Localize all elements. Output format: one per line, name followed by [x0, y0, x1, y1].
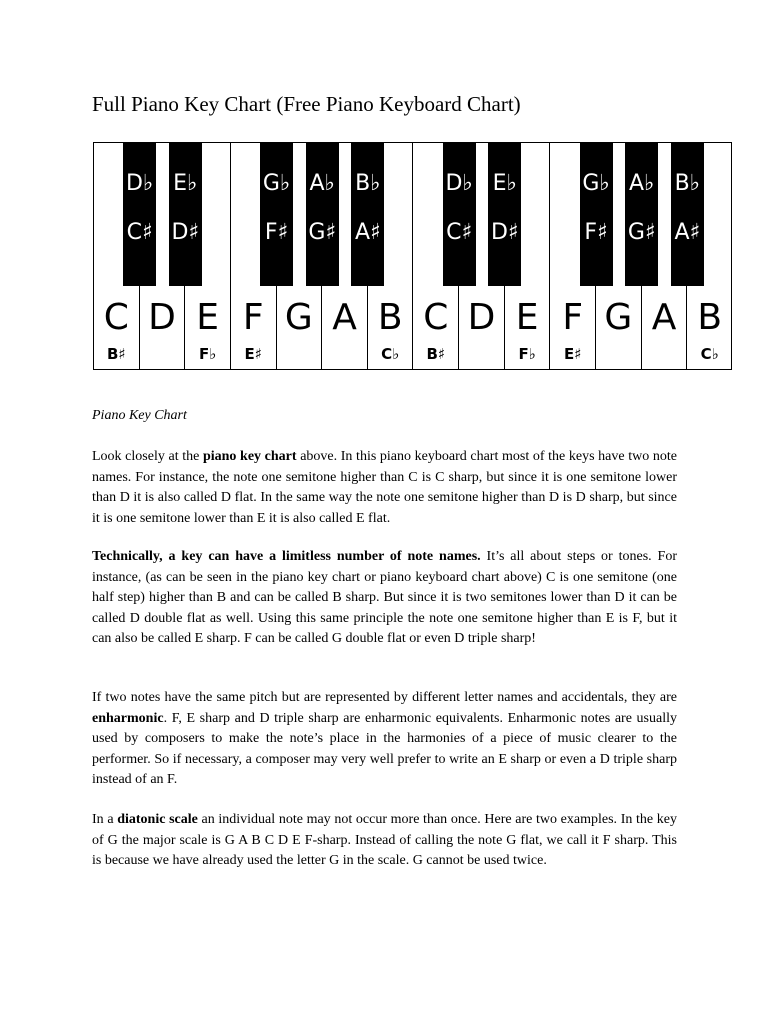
white-key-name: G [604, 297, 633, 338]
white-key-alt-name: B♯ [426, 345, 446, 363]
white-key-name: E [515, 297, 539, 338]
page-title: Full Piano Key Chart (Free Piano Keyboard Chart) [92, 92, 521, 116]
bold-term: diatonic scale [117, 812, 198, 827]
black-key-sharp-name: F♯ [584, 220, 608, 245]
black-key-flat-name: B♭ [355, 171, 381, 196]
white-key-name: G [284, 297, 313, 338]
bold-lead: Technically, a key can have a limitless number of note names. [92, 549, 481, 564]
paragraph-note-names [92, 547, 677, 650]
text: above. In this piano keyboard chart most of the keys have two note names. For instance, the note one semitone higher than C is C sharp, but since it is one semitone lower than D it is also called D flat. In the same way the note one semitone higher than D is D sharp, but since it is one semitone lower than E it is also called E flat. [92, 449, 677, 526]
black-key [625, 143, 658, 286]
black-key-sharp-name: C♯ [126, 220, 153, 245]
white-key-name: F [562, 297, 584, 338]
white-key-name: C [423, 297, 449, 338]
black-key [169, 143, 202, 286]
paragraph-enharmonic [92, 688, 677, 791]
black-key-sharp-name: G♯ [308, 220, 337, 245]
white-key-name: D [467, 297, 496, 338]
white-key-alt-name: E♯ [563, 345, 582, 363]
bold-term: piano key chart [202, 449, 297, 464]
black-key-flat-name: E♭ [492, 171, 517, 196]
black-key [123, 143, 156, 286]
white-key-alt-name: E♯ [244, 345, 262, 363]
black-key-flat-name: A♭ [628, 171, 655, 196]
white-key-name: D [148, 297, 176, 338]
text: It’s all about steps or tones. For instance, (as can be seen in the piano key chart or piano keyboard chart above) C is one semitone (one half step) higher than B and can be called B sharp. But since it is two semitones lower than D it can be called D double flat as well. Using this same principle the note one semitone higher than E is F, but it can also be called E sharp. F can be called G double flat or even D triple sharp! [92, 549, 677, 646]
black-key-flat-name: G♭ [262, 171, 291, 196]
text: Look closely at the [92, 449, 203, 464]
text: . F, E sharp and D triple sharp are enharmonic equivalents. Enharmonic notes are usually used by composers to make the note’s place in the harmonies of a piece of music clearer to the performer. So if necessary, a composer may very well prefer to write an E sharp or even a D triple sharp instead of an F. [92, 710, 677, 787]
black-key [351, 143, 384, 286]
black-key [443, 143, 476, 286]
black-key-sharp-name: D♯ [490, 220, 519, 245]
black-key [671, 143, 704, 286]
black-key-sharp-name: D♯ [171, 220, 200, 245]
black-key-sharp-name: G♯ [627, 220, 656, 245]
white-key-name: B [697, 297, 723, 338]
black-key [306, 143, 339, 286]
black-key-sharp-name: A♯ [674, 220, 701, 245]
piano-keyboard-chart [93, 142, 732, 370]
text: an individual note may not occur more than once. Here are two examples. In the key of G the major scale is G A B C D E F-sharp. Instead of calling the note G flat, we call it F sharp. This is because we have already used the letter G in the scale. G cannot be used twice. [92, 812, 677, 868]
bold-term: enharmonic [92, 710, 164, 726]
white-key-alt-name: F♭ [518, 345, 536, 363]
black-key [580, 143, 613, 286]
white-key-alt-name: C♭ [700, 345, 719, 363]
text: If two notes have the same pitch but are represented by different letter names and accidentals, they are [92, 690, 677, 705]
white-key-name: B [377, 297, 403, 338]
black-key-sharp-name: A♯ [354, 220, 381, 245]
paragraph-piano-key-chart [92, 447, 677, 529]
black-key-sharp-name: C♯ [446, 220, 473, 245]
black-key-flat-name: A♭ [309, 171, 335, 196]
white-key-alt-name: B♯ [106, 345, 126, 363]
black-key-sharp-name: F♯ [264, 220, 289, 245]
figure-caption: Piano Key Chart [92, 408, 187, 423]
black-key [488, 143, 521, 286]
white-key-name: C [103, 297, 129, 338]
black-key [260, 143, 293, 286]
paragraph-diatonic-scale [92, 810, 677, 872]
black-key-flat-name: B♭ [674, 171, 701, 196]
black-key-flat-name: G♭ [582, 171, 610, 196]
white-key-name: F [242, 297, 264, 338]
white-key-name: E [196, 297, 219, 338]
white-key-alt-name: C♭ [381, 345, 400, 363]
white-key-name: A [332, 297, 357, 338]
black-key-flat-name: D♭ [445, 171, 473, 196]
black-key-flat-name: E♭ [173, 171, 198, 196]
black-key-flat-name: D♭ [125, 171, 154, 196]
white-key-alt-name: F♭ [198, 345, 217, 363]
white-key-name: A [651, 297, 677, 338]
text: In a [92, 812, 118, 827]
